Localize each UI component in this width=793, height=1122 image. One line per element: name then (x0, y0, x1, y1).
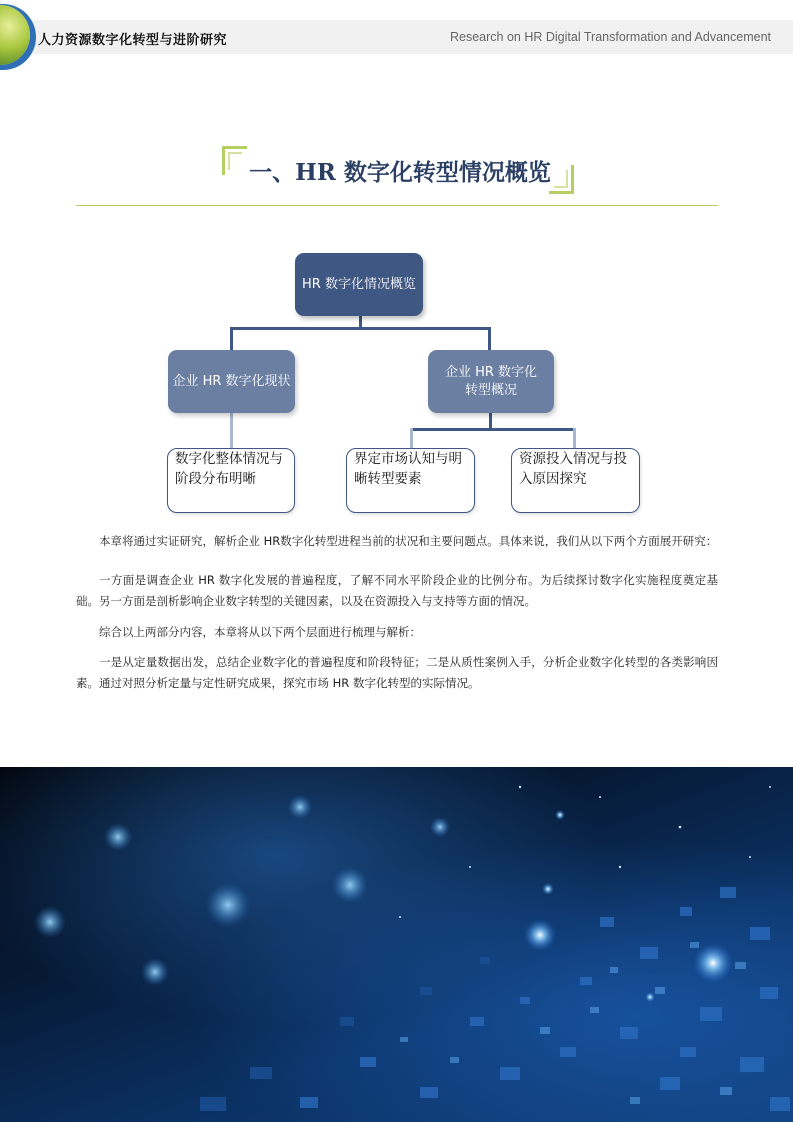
connector-left-leaf (230, 413, 233, 449)
diagram-leaf-node-2 (346, 448, 475, 513)
diagram-left-node (168, 350, 295, 413)
diagram-leaf1-line2: 阶段分布明晰 (175, 471, 256, 487)
circuit-pattern-svg (0, 767, 793, 1122)
diagram-leaf3-line2: 入原因探究 (519, 471, 587, 487)
connector-leaf2-down (410, 428, 413, 449)
logo-disc-icon (0, 5, 30, 65)
diagram-root-node (295, 253, 423, 316)
connector-right-horizontal (410, 428, 576, 431)
connector-left-down (230, 327, 233, 351)
paragraph-4: 一是从定量数据出发，总结企业数字化的普遍程度和阶段特征；二是从质性案例入手，分析企业数字化转型的各类影响因素。通过对照分析定量与定性研究成果，探究市场 HR 数字化转型的实际情况。 (76, 655, 718, 690)
title-divider (76, 205, 718, 206)
header-title-english: Research on HR Digital Transformation and Advancement (450, 30, 771, 44)
diagram-leaf-node-3 (511, 448, 640, 513)
diagram-right-label-line2: 转型概况 (464, 382, 517, 398)
connector-right-down (488, 327, 491, 351)
diagram-right-label-line1: 企业 HR 数字化 (444, 364, 538, 380)
diagram-leaf2-line2: 晰转型要素 (354, 471, 422, 487)
paragraph-1: 本章将通过实证研究，解析企业 HR数字化转型进程当前的状况和主要问题点。具体来说，我们从以下两个方面展开研究： (99, 534, 718, 548)
diagram-root-label: HR 数字化情况概览 (302, 276, 416, 292)
diagram-left-label: 企业 HR 数字化现状 (172, 373, 291, 389)
connector-right-mid-down (489, 413, 492, 429)
connector-leaf3-down (573, 428, 576, 449)
paragraph-2: 一方面是调查企业 HR 数字化发展的普遍程度，了解不同水平阶段企业的比例分布。为后续探讨数字化实施程度奠定基础。另一方面是剖析影响企业数字转型的关键因素，以及在资源投入与支持等方面的情况。 (76, 573, 718, 608)
header-title-chinese: 人力资源数字化转型与进阶研究 (38, 33, 228, 48)
digital-circuit-background-image (0, 767, 793, 1122)
diagram-leaf1-line1: 数字化整体情况与 (175, 451, 283, 467)
section-title: 一、HR 数字化转型情况概览 (249, 159, 551, 186)
diagram-leaf2-line1: 界定市场认知与明 (354, 451, 462, 467)
paragraph-3: 综合以上两部分内容，本章将从以下两个层面进行梳理与解析： (99, 625, 421, 639)
diagram-leaf3-line1: 资源投入情况与投 (519, 451, 627, 467)
section-title-frame (222, 146, 574, 194)
diagram-leaf-node-1 (167, 448, 295, 513)
connector-root-horizontal (230, 327, 491, 330)
diagram-right-node (428, 350, 554, 413)
